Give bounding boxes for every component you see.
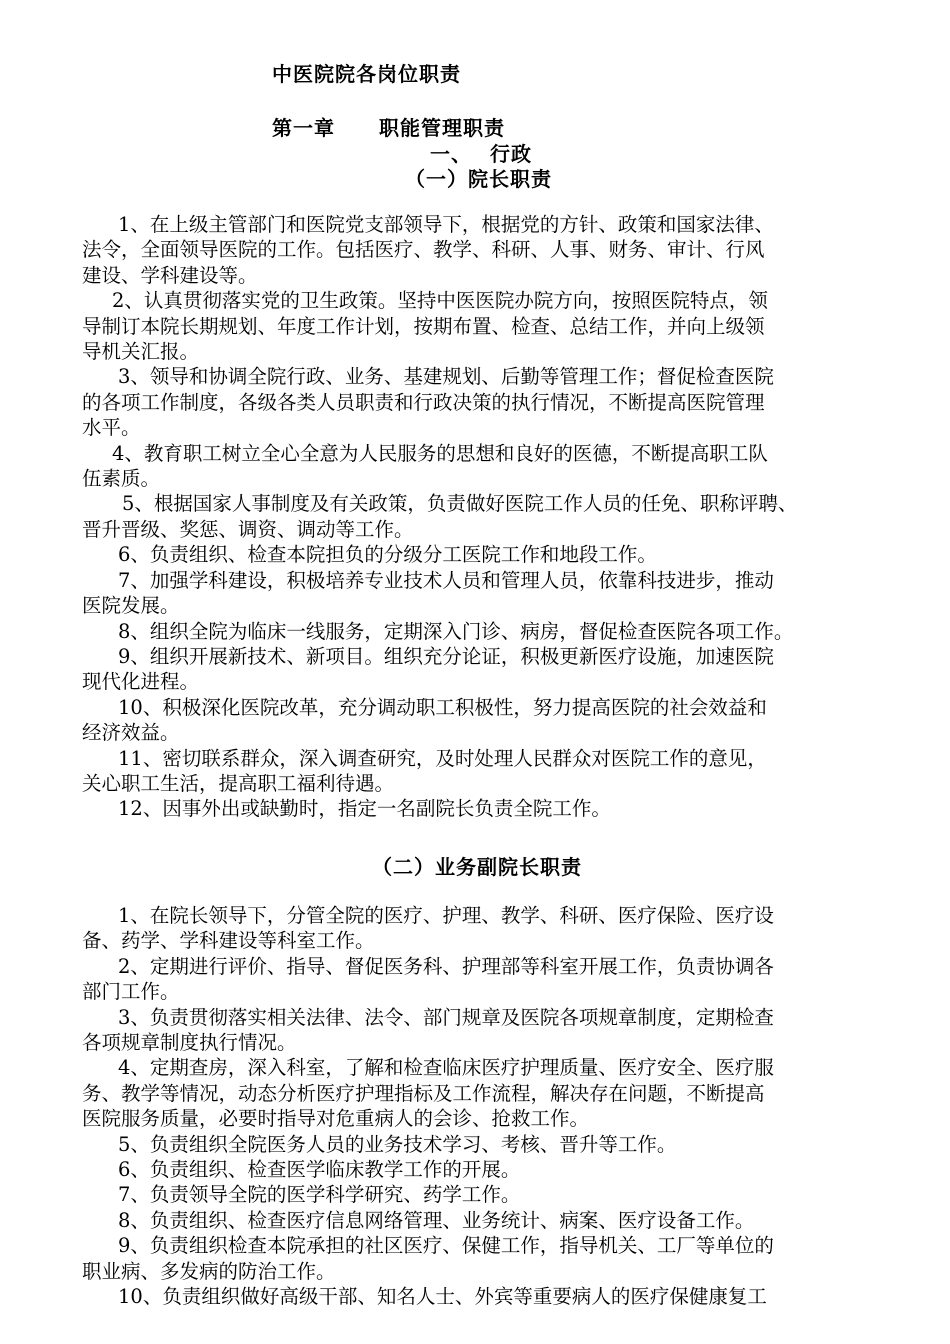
list-item: 7、加强学科建设，积极培养专业技术人员和管理人员，依靠科技进步，推动 医院发展。 bbox=[82, 568, 774, 618]
list-item: 8、负责组织、检查医疗信息网络管理、业务统计、病案、医疗设备工作。 bbox=[118, 1208, 755, 1232]
president-duties-list bbox=[82, 212, 882, 822]
president-duties-heading: （一）院长职责 bbox=[405, 167, 552, 191]
list-item: 4、教育职工树立全心全意为人民服务的思想和良好的医德，不断提高职工队 伍素质。 bbox=[82, 441, 768, 491]
list-item: 2、认真贯彻落实党的卫生政策。坚持中医医院办院方向，按照医院特点，领 导制订本院长期规划、年度工作计划，按期布置、检查、总结工作，并向上级领 导机关汇报。 bbox=[82, 289, 768, 364]
list-item: 12、因事外出或缺勤时，指定一名副院长负责全院工作。 bbox=[118, 797, 611, 821]
list-item: 9、组织开展新技术、新项目。组织充分论证，积极更新医疗设施，加速医院 现代化进程。 bbox=[82, 644, 774, 694]
chapter-name: 职能管理职责 bbox=[379, 116, 505, 140]
chapter-heading bbox=[272, 112, 505, 141]
list-item: 1、在院长领导下，分管全院的医疗、护理、教学、科研、医疗保险、医疗设 备、药学、学科建设等科室工作。 bbox=[82, 904, 774, 953]
list-item: 3、领导和协调全院行政、业务、基建规划、后勤等管理工作；督促检查医院 的各项工作制度，各级各类人员职责和行政决策的执行情况，不断提高医院管理 水平。 bbox=[82, 365, 774, 440]
section-number: 一、 bbox=[430, 142, 472, 166]
list-item: 8、组织全院为临床一线服务，定期深入门诊、病房，督促检查医院各项工作。 bbox=[118, 619, 794, 643]
list-item: 6、负责组织、检查医学临床教学工作的开展。 bbox=[118, 1158, 521, 1182]
list-item: 9、负责组织检查本院承担的社区医疗、保健工作，指导机关、工厂等单位的 职业病、多发病的防治工作。 bbox=[82, 1234, 774, 1283]
list-item: 5、负责组织全院医务人员的业务技术学习、考核、晋升等工作。 bbox=[118, 1132, 677, 1156]
vice-president-duties-heading: （二）业务副院长职责 bbox=[372, 855, 582, 879]
list-item: 5、根据国家人事制度及有关政策，负责做好医院工作人员的任免、职称评聘、 晋升晋级、奖惩、调资、调动等工作。 bbox=[82, 492, 798, 541]
list-item: 1、在上级主管部门和医院党支部领导下，根据党的方针、政策和国家法律、 法令，全面领导医院的工作。包括医疗、教学、科研、人事、财务、审计、行风 建设、学科建设等。 bbox=[82, 213, 774, 287]
list-item: 4、定期查房，深入科室，了解和检查临床医疗护理质量、医疗安全、医疗服 务、教学等情况，动态分析医疗护理指标及工作流程，解决存在问题，不断提高 医院服务质量，必要时指导对危重病人的会诊、抢救工作。 bbox=[82, 1056, 774, 1131]
list-item: 3、负责贯彻落实相关法律、法令、部门规章及医院各项规章制度，定期检查 各项规章制度执行情况。 bbox=[82, 1005, 774, 1055]
chapter-number: 第一章 bbox=[272, 116, 335, 140]
list-item: 6、负责组织、检查本院担负的分级分工医院工作和地段工作。 bbox=[118, 543, 657, 567]
list-item: 7、负责领导全院的医学科学研究、药学工作。 bbox=[118, 1183, 521, 1207]
vice-president-duties-list bbox=[82, 903, 882, 1310]
list-item: 10、积极深化医院改革，充分调动职工积极性，努力提高医院的社会效益和 经济效益。 bbox=[82, 695, 767, 745]
document-title: 中医院院各岗位职责 bbox=[272, 62, 461, 86]
list-item: 2、定期进行评价、指导、督促医务科、护理部等科室开展工作，负责协调各 部门工作。 bbox=[82, 954, 774, 1004]
section-name: 行政 bbox=[490, 142, 532, 166]
list-item: 10、负责组织做好高级干部、知名人士、外宾等重要病人的医疗保健康复工 bbox=[118, 1285, 767, 1309]
list-item: 11、密切联系群众，深入调查研究，及时处理人民群众对医院工作的意见， 关心职工生活，提高职工福利待遇。 bbox=[82, 746, 767, 795]
